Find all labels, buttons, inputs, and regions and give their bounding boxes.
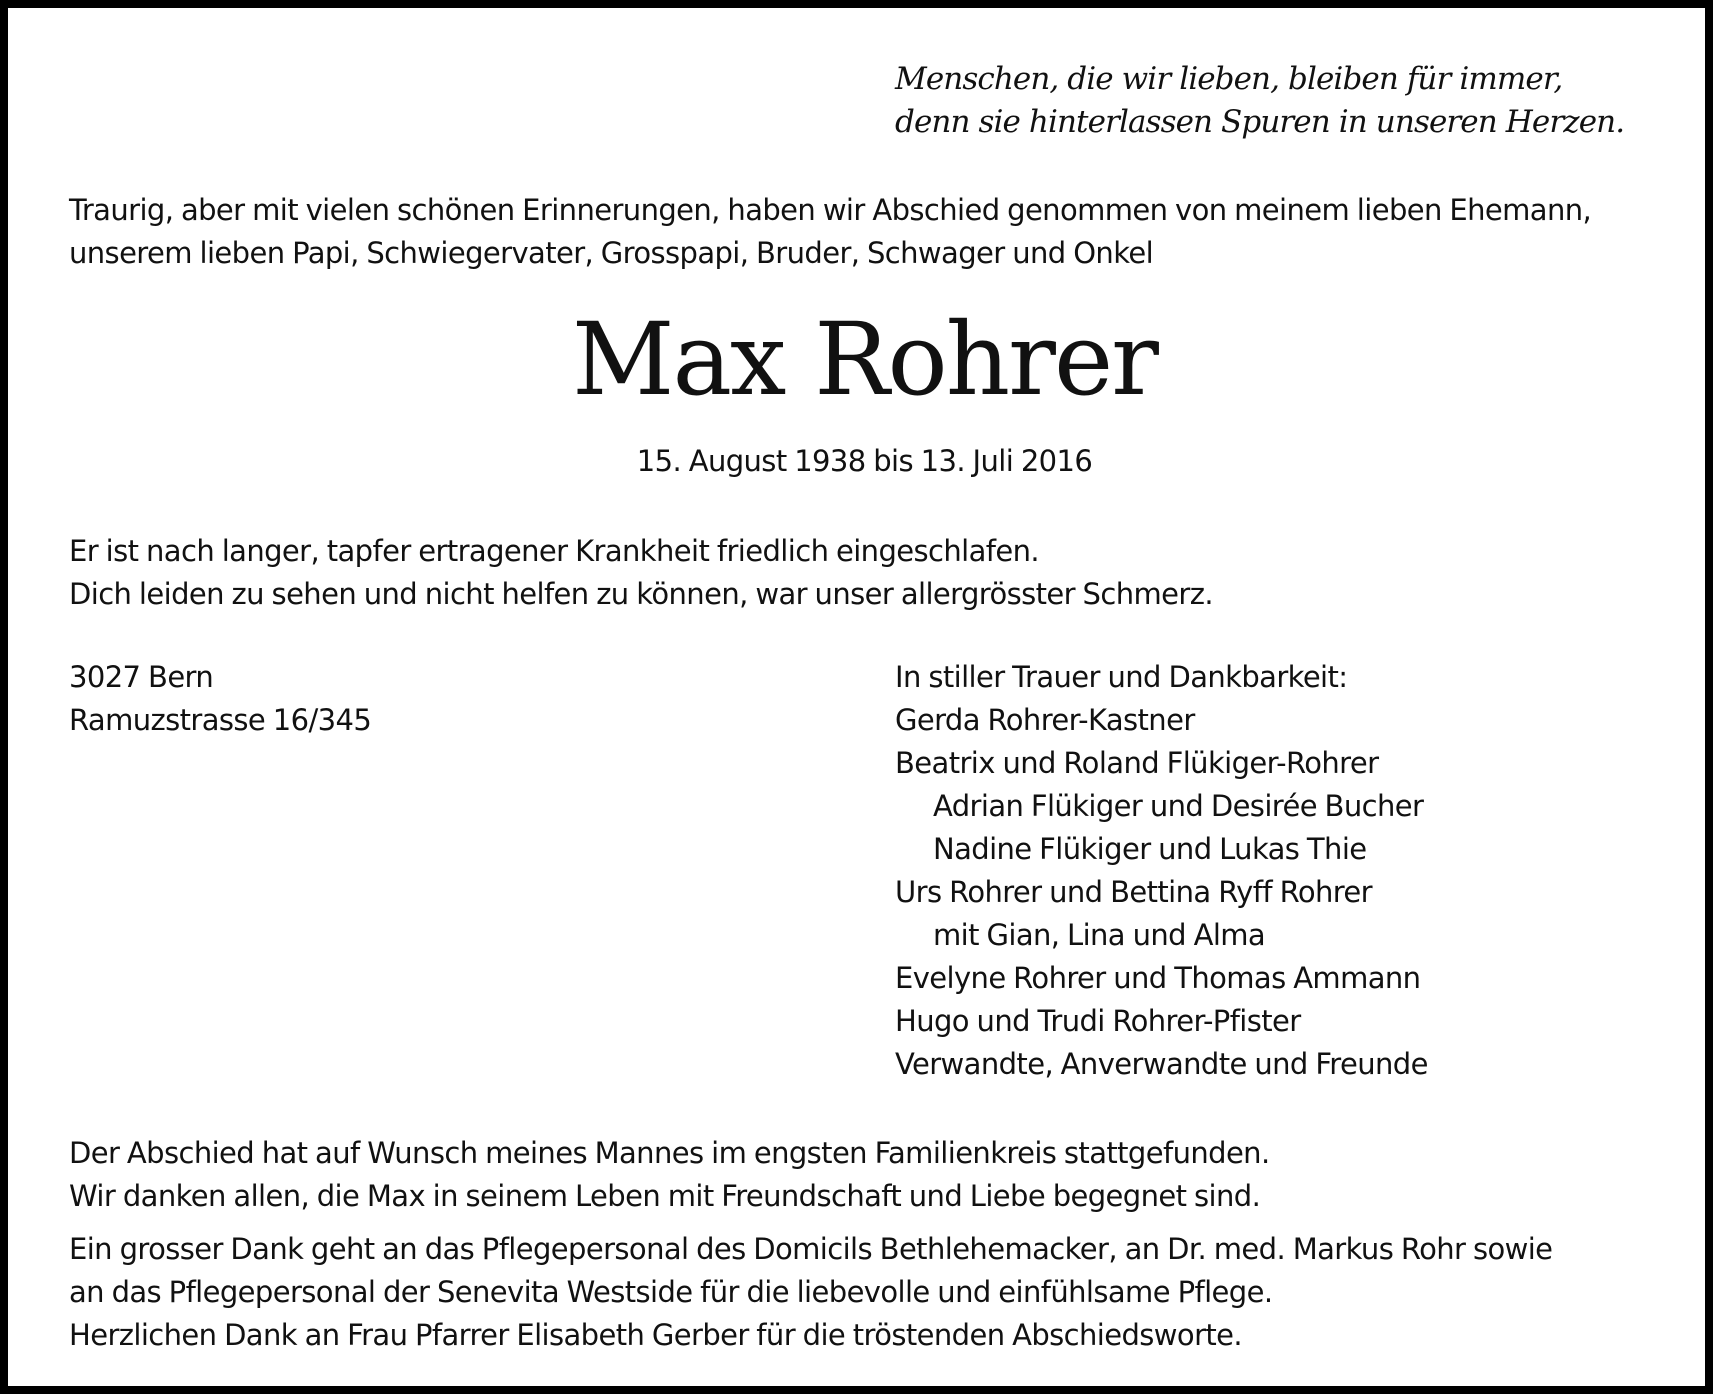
mourner-entry: Beatrix und Roland Flükiger-Rohrer: [895, 746, 1379, 780]
farewell-text: [69, 1132, 1270, 1218]
mourner-entry: mit Gian, Lina und Alma: [933, 918, 1266, 952]
illness-line-1: Er ist nach langer, tapfer ertragener Krankheit friedlich eingeschlafen.: [69, 534, 1040, 568]
illness-text: [69, 530, 1213, 616]
thanks-line-2: an das Pflegepersonal der Senevita Westside für die liebevolle und einfühlsame Pflege.: [69, 1275, 1273, 1309]
thanks-text: [69, 1228, 1552, 1357]
mourner-entry: Nadine Flükiger und Lukas Thie: [933, 832, 1367, 866]
address-city: 3027 Bern: [69, 660, 214, 694]
mourner-entry: Urs Rohrer und Bettina Ryff Rohrer: [895, 875, 1372, 909]
thanks-line-3: Herzlichen Dank an Frau Pfarrer Elisabeth Gerber für die tröstenden Abschiedsworte.: [69, 1318, 1243, 1352]
life-dates: 15. August 1938 bis 13. Juli 2016: [636, 444, 1093, 478]
farewell-line-1: Der Abschied hat auf Wunsch meines Mannes im engsten Familienkreis stattgefunden.: [69, 1136, 1270, 1170]
address-street: Ramuzstrasse 16/345: [69, 703, 372, 737]
thanks-line-1: Ein grosser Dank geht an das Pflegepersonal des Domicils Bethlehemacker, an Dr. med. Markus Rohr sowie: [69, 1232, 1553, 1266]
intro-line-1: Traurig, aber mit vielen schönen Erinnerungen, haben wir Abschied genommen von meinem lieben Ehemann,: [69, 193, 1592, 227]
family-address: [69, 656, 371, 742]
mourner-entry: Gerda Rohrer-Kastner: [895, 703, 1195, 737]
mourner-entry: Hugo und Trudi Rohrer-Pfister: [895, 1004, 1301, 1038]
mourner-entry: Adrian Flükiger und Desirée Bucher: [933, 789, 1424, 823]
farewell-line-2: Wir danken allen, die Max in seinem Leben mit Freundschaft und Liebe begegnet sind.: [69, 1179, 1261, 1213]
motto-line-1: Menschen, die wir lieben, bleiben für immer,: [895, 61, 1563, 97]
mourner-entry: Evelyne Rohrer und Thomas Ammann: [895, 961, 1421, 995]
intro-line-2: unserem lieben Papi, Schwiegervater, Grosspapi, Bruder, Schwager und Onkel: [69, 236, 1154, 270]
mourners-list: [895, 656, 1428, 1086]
deceased-name: Max Rohrer: [572, 301, 1157, 418]
mourner-entry: Verwandte, Anverwandte und Freunde: [895, 1047, 1428, 1081]
intro-text: [69, 189, 1591, 275]
motto-line-2: denn sie hinterlassen Spuren in unseren Herzen.: [895, 104, 1625, 140]
mourners-heading: In stiller Trauer und Dankbarkeit:: [895, 660, 1348, 694]
illness-line-2: Dich leiden zu sehen und nicht helfen zu können, war unser allergrösster Schmerz.: [69, 577, 1213, 611]
motto-quote: [895, 58, 1624, 144]
